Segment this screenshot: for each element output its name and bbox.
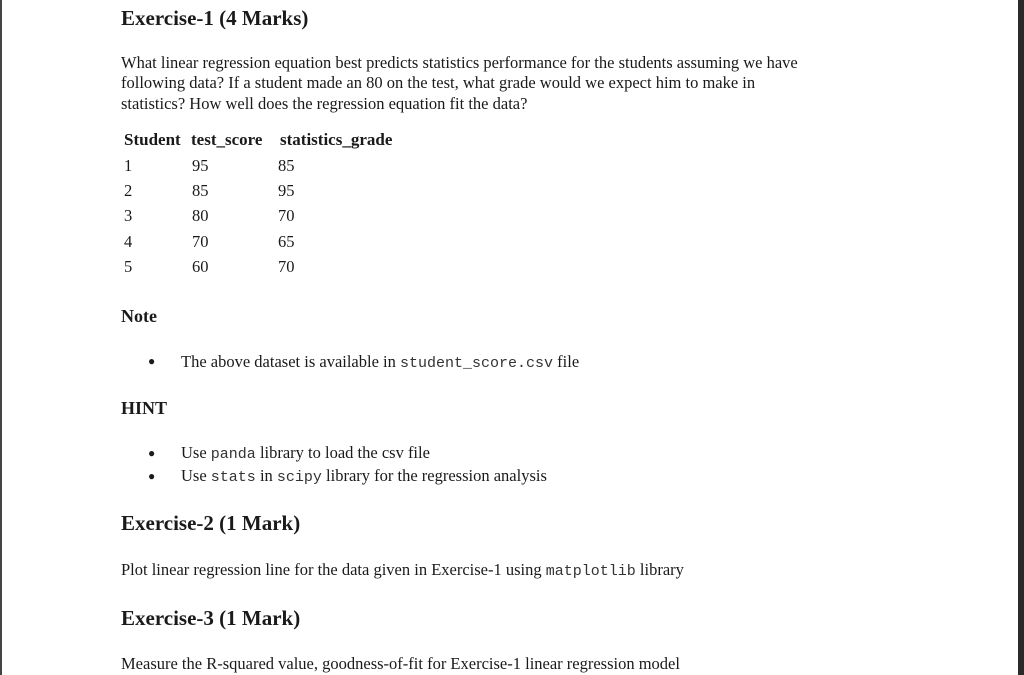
- bullet-icon: ●: [148, 446, 156, 460]
- table-cell: 70: [278, 256, 295, 276]
- note-label: Note: [121, 306, 157, 326]
- table-cell: 80: [192, 206, 209, 226]
- filename-code: student_score.csv: [400, 355, 554, 372]
- table-cell: 4: [124, 231, 133, 251]
- hint-code: panda: [210, 446, 256, 463]
- hint-item: [181, 443, 430, 466]
- question-line-3: statistics? How well does the regression equation fit the data?: [121, 94, 528, 113]
- table-cell: 5: [124, 256, 133, 276]
- table-header: statistics_grade: [280, 130, 393, 149]
- exercise-2-text: [121, 560, 684, 583]
- exercise-2-heading: Exercise-2 (1 Mark): [121, 511, 301, 535]
- table-cell: 3: [124, 206, 133, 226]
- exercise-2-text-part: Plot linear regression line for the data given in Exercise-1 using: [121, 560, 546, 579]
- question-line-1: What linear regression equation best predicts statistics performance for the students assuming we have: [121, 53, 798, 72]
- hint-label: HINT: [121, 398, 168, 418]
- table-header: Student: [124, 130, 181, 149]
- question-line-2: following data? If a student made an 80 on the test, what grade would we expect him to make in: [121, 73, 756, 92]
- table-cell: 60: [192, 256, 209, 276]
- table-cell: 95: [278, 181, 295, 201]
- left-border: [0, 0, 2, 675]
- hint-text: Use: [181, 466, 211, 485]
- exercise-3-heading: Exercise-3 (1 Mark): [121, 606, 301, 630]
- hint-code: scipy: [276, 469, 322, 486]
- hint-text: in: [255, 466, 277, 485]
- table-cell: 1: [124, 156, 133, 175]
- table-cell: 2: [124, 181, 133, 201]
- table-cell: 70: [278, 206, 295, 226]
- exercise-2-text-part: library: [635, 560, 684, 579]
- right-scrollbar[interactable]: [1018, 0, 1024, 675]
- table-cell: 85: [278, 156, 295, 175]
- note-text: The above dataset is available in: [181, 352, 400, 371]
- note-text: file: [553, 352, 580, 371]
- bullet-icon: ●: [148, 354, 156, 368]
- note-item: [181, 352, 579, 375]
- table-cell: 70: [192, 231, 209, 251]
- bullet-icon: ●: [148, 469, 156, 483]
- exercise-1-heading: Exercise-1 (4 Marks): [121, 6, 309, 30]
- table-cell: 85: [192, 181, 209, 201]
- hint-text: Use: [181, 443, 211, 462]
- table-cell: 95: [192, 156, 209, 175]
- hint-text: library for the regression analysis: [321, 466, 547, 485]
- table-header: test_score: [191, 130, 263, 149]
- hint-item: [181, 466, 547, 489]
- hint-text: library to load the csv file: [255, 443, 430, 462]
- exercise-3-text: Measure the R-squared value, goodness-of-fit for Exercise-1 linear regression model: [121, 654, 680, 673]
- table-cell: 65: [278, 231, 295, 251]
- library-code: matplotlib: [545, 563, 636, 580]
- hint-code: stats: [210, 469, 256, 486]
